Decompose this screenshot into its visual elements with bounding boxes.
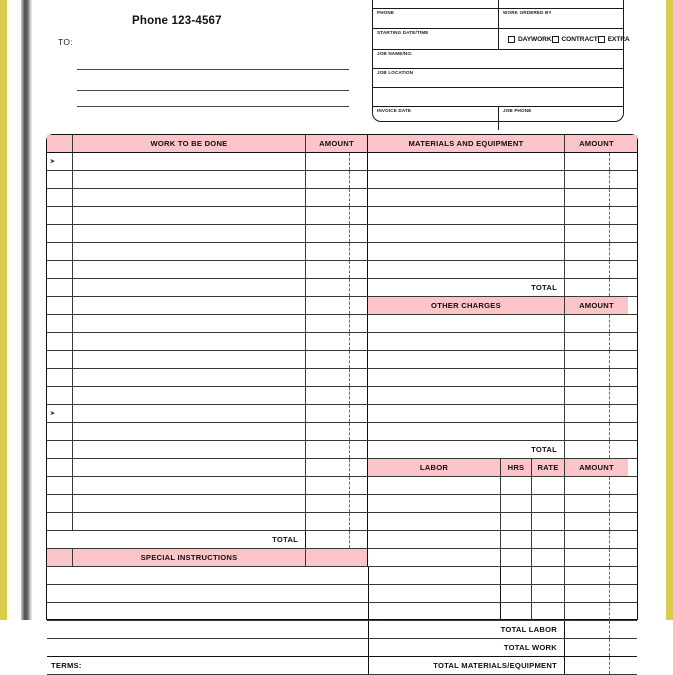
checkbox-icon[interactable] [598, 36, 605, 43]
cents-divider [609, 513, 610, 530]
work-total-value[interactable] [306, 531, 368, 548]
work-cell[interactable] [73, 279, 306, 296]
hrs-cell[interactable] [501, 603, 532, 620]
cents-divider [609, 387, 610, 404]
work-cell[interactable] [73, 207, 306, 224]
labor-amount-cell[interactable] [565, 477, 628, 494]
amount-left-cell[interactable] [306, 369, 368, 386]
labor-cell[interactable] [368, 513, 501, 530]
cents-divider [349, 171, 350, 188]
rate-cell[interactable] [532, 531, 565, 548]
cents-divider [349, 207, 350, 224]
cents-divider [609, 333, 610, 350]
checkbox-contract[interactable] [552, 36, 598, 43]
cents-divider [349, 243, 350, 260]
work-cell[interactable] [73, 351, 306, 368]
materials-equipment-header: MATERIALS AND EQUIPMENT [368, 135, 565, 152]
order-row-job-name [373, 50, 623, 69]
labor-amount-cell[interactable] [565, 549, 628, 566]
table-header-row [47, 135, 637, 153]
amount-right-cell[interactable] [565, 225, 628, 242]
table-row[interactable] [47, 225, 637, 243]
field-label: JOB PHONE [503, 108, 532, 113]
tick-cell[interactable] [47, 477, 73, 494]
checkbox-label: EXTRA [607, 36, 630, 43]
cents-divider [609, 621, 610, 638]
other-charges-header-row [47, 297, 637, 315]
amount-right-cell[interactable] [565, 351, 628, 368]
rate-cell[interactable] [532, 585, 565, 602]
cents-divider [609, 153, 610, 170]
amount-right-cell[interactable] [565, 423, 628, 440]
table-row[interactable] [47, 207, 637, 225]
labor-header: LABOR [368, 459, 501, 476]
total-labor-value[interactable] [565, 621, 628, 638]
materials-cell[interactable] [368, 225, 565, 242]
work-cell[interactable] [73, 171, 306, 188]
table-row[interactable] [47, 513, 637, 531]
amount-left-cell[interactable] [306, 405, 368, 422]
labor-cell[interactable] [368, 531, 501, 548]
materials-total-label: TOTAL [368, 279, 565, 296]
amount-right-cell[interactable] [565, 153, 628, 170]
special-instructions-header-pad [306, 549, 368, 566]
cents-divider [349, 333, 350, 350]
tick-cell[interactable] [47, 207, 73, 224]
tick-cell[interactable] [47, 171, 73, 188]
field-job-name-no[interactable] [373, 50, 623, 68]
materials-cell[interactable] [368, 189, 565, 206]
rate-cell[interactable] [532, 477, 565, 494]
table-row[interactable] [47, 189, 637, 207]
table-row[interactable] [47, 351, 637, 369]
other-charges-cell[interactable] [368, 405, 565, 422]
work-cell[interactable] [73, 225, 306, 242]
other-charges-amount-header: AMOUNT [565, 297, 628, 314]
amount-left-cell[interactable] [306, 207, 368, 224]
to-address-line-3[interactable] [77, 106, 349, 107]
field-label: INVOICE DATE [377, 108, 412, 113]
table-row[interactable] [47, 171, 637, 189]
rate-header: RATE [532, 459, 565, 476]
cents-divider [609, 477, 610, 494]
labor-cell[interactable] [368, 567, 501, 584]
hrs-cell[interactable] [501, 495, 532, 512]
amount-left-cell[interactable] [306, 153, 368, 170]
amount-right-header: AMOUNT [579, 139, 614, 148]
special-instructions-row[interactable] [47, 603, 637, 621]
order-row-invoice [373, 107, 623, 130]
amount-left-cell[interactable] [306, 297, 368, 314]
labor-cell[interactable] [368, 495, 501, 512]
cents-divider [349, 405, 350, 422]
labor-cell[interactable] [368, 477, 501, 494]
amount-left-cell[interactable] [306, 333, 368, 350]
amount-left-cell[interactable] [306, 189, 368, 206]
to-address-line-1[interactable] [77, 69, 349, 70]
table-row[interactable] [47, 405, 637, 423]
amount-left-cell[interactable] [306, 351, 368, 368]
cents-divider [609, 531, 610, 548]
checkbox-icon[interactable] [508, 36, 515, 43]
materials-total-value[interactable] [565, 279, 628, 296]
checkbox-label: CONTRACT [561, 36, 598, 43]
rate-cell[interactable] [532, 495, 565, 512]
special-instructions-line[interactable] [47, 585, 368, 602]
amount-left-cell[interactable] [306, 477, 368, 494]
special-instructions-header-row [47, 549, 637, 567]
order-row-starting-date [373, 29, 630, 50]
work-type-checkbox-group [498, 29, 630, 49]
materials-cell[interactable] [368, 207, 565, 224]
cents-divider [349, 153, 350, 170]
materials-cell[interactable] [368, 243, 565, 260]
special-instructions-header: SPECIAL INSTRUCTIONS [73, 549, 306, 566]
work-cell[interactable] [73, 333, 306, 350]
amount-left-cell[interactable] [306, 171, 368, 188]
tick-cell[interactable] [47, 153, 73, 170]
amount-left-cell[interactable] [306, 495, 368, 512]
labor-amount-header: AMOUNT [565, 459, 628, 476]
cents-divider [609, 279, 610, 296]
table-row[interactable] [47, 369, 637, 387]
amount-left-cell[interactable] [306, 423, 368, 440]
amount-left-cell[interactable] [306, 315, 368, 332]
cents-divider [349, 459, 350, 476]
other-charges-total-value[interactable] [565, 441, 628, 458]
tick-cell[interactable] [47, 189, 73, 206]
cents-divider [609, 585, 610, 602]
tick-cell[interactable] [47, 225, 73, 242]
cents-divider [609, 369, 610, 386]
checkbox-extra[interactable] [598, 36, 630, 43]
tick-cell[interactable] [47, 387, 73, 404]
work-cell[interactable] [73, 477, 306, 494]
table-row[interactable] [47, 495, 637, 513]
hrs-cell[interactable] [501, 477, 532, 494]
cents-divider [609, 441, 610, 458]
special-instructions-row[interactable] [47, 567, 637, 585]
field-label: WORK ORDERED BY [503, 10, 552, 15]
amount-right-cell[interactable] [565, 387, 628, 404]
work-cell[interactable] [73, 243, 306, 260]
field-phone[interactable] [373, 9, 498, 28]
other-charges-total-row[interactable] [47, 441, 637, 459]
amount-left-cell[interactable] [306, 279, 368, 296]
cents-divider [609, 567, 610, 584]
special-instructions-line[interactable] [47, 639, 368, 656]
order-row-phone [373, 9, 623, 29]
binding-gutter-shadow [21, 0, 32, 620]
total-labor-label: TOTAL LABOR [368, 621, 565, 638]
work-cell[interactable] [73, 423, 306, 440]
tick-cell[interactable] [47, 243, 73, 260]
table-row[interactable] [47, 153, 637, 171]
labor-cell[interactable] [368, 549, 501, 566]
labor-header-row [47, 459, 637, 477]
cents-divider [349, 531, 350, 548]
order-row-date [373, 0, 623, 9]
other-charges-cell[interactable] [368, 315, 565, 332]
hrs-cell[interactable] [501, 531, 532, 548]
cents-divider [609, 549, 610, 566]
table-row[interactable] [47, 423, 637, 441]
cents-divider [609, 315, 610, 332]
special-instructions-line[interactable] [47, 603, 368, 620]
amount-left-cell[interactable] [306, 261, 368, 278]
work-to-be-done-header: WORK TO BE DONE [73, 135, 306, 152]
labor-cell[interactable] [368, 585, 501, 602]
cents-divider [609, 189, 610, 206]
amount-right-cell[interactable] [565, 333, 628, 350]
work-cell[interactable] [73, 513, 306, 530]
cents-divider [609, 405, 610, 422]
labor-amount-cell[interactable] [565, 513, 628, 530]
labor-amount-cell[interactable] [565, 531, 628, 548]
amount-right-cell[interactable] [565, 243, 628, 260]
other-charges-total-label: TOTAL [368, 441, 565, 458]
rate-cell[interactable] [532, 549, 565, 566]
labor-amount-cell[interactable] [565, 495, 628, 512]
hrs-header: HRS [501, 459, 532, 476]
amount-right-cell[interactable] [565, 171, 628, 188]
field-invoice-date[interactable] [373, 107, 498, 130]
field-label: STARTING DATE/TIME [377, 30, 429, 35]
hrs-cell[interactable] [501, 513, 532, 530]
work-cell[interactable] [73, 297, 306, 314]
work-cell[interactable] [73, 315, 306, 332]
tick-cell[interactable] [47, 441, 73, 458]
table-row[interactable] [47, 477, 637, 495]
row-marker-arrow-icon: ➤ [50, 410, 56, 417]
tick-cell[interactable] [47, 261, 73, 278]
amount-right-cell[interactable] [565, 261, 628, 278]
checkbox-label: DAYWORK [518, 36, 552, 43]
tick-column-header [47, 135, 73, 152]
work-order-table [46, 134, 638, 670]
total-materials-equipment-value[interactable] [565, 657, 628, 674]
labor-cell[interactable] [368, 603, 501, 620]
other-charges-cell[interactable] [368, 333, 565, 350]
cents-divider [609, 171, 610, 188]
amount-left-cell[interactable] [306, 225, 368, 242]
labor-amount-cell[interactable] [565, 585, 628, 602]
amount-right-cell[interactable] [565, 315, 628, 332]
other-charges-header: OTHER CHARGES [368, 297, 565, 314]
total-materials-equipment-label: TOTAL MATERIALS/EQUIPMENT [368, 657, 565, 674]
amount-left-cell[interactable] [306, 441, 368, 458]
form-page [32, 0, 666, 670]
tick-cell[interactable] [47, 369, 73, 386]
amount-right-cell[interactable] [565, 207, 628, 224]
cents-divider [349, 477, 350, 494]
field-label: PHONE [377, 10, 395, 15]
cents-divider [609, 207, 610, 224]
amount-right-cell[interactable] [565, 369, 628, 386]
tick-cell[interactable] [47, 333, 73, 350]
hrs-cell[interactable] [501, 567, 532, 584]
order-row-job-location [373, 69, 623, 88]
cents-divider [609, 657, 610, 674]
total-work-value[interactable] [565, 639, 628, 656]
special-instructions-line[interactable] [47, 621, 368, 638]
field-job-phone[interactable] [498, 107, 623, 130]
tick-cell[interactable] [47, 279, 73, 296]
work-cell[interactable] [73, 189, 306, 206]
work-cell[interactable] [73, 153, 306, 170]
work-cell[interactable] [73, 405, 306, 422]
field-starting-date-time[interactable] [373, 29, 498, 49]
special-instructions-row[interactable] [47, 585, 637, 603]
table-row[interactable] [47, 243, 637, 261]
rate-cell[interactable] [532, 567, 565, 584]
tick-cell[interactable] [47, 405, 73, 422]
materials-cell[interactable] [368, 261, 565, 278]
work-total-label: TOTAL [73, 531, 306, 548]
amount-right-cell[interactable] [565, 405, 628, 422]
table-row[interactable] [47, 261, 637, 279]
field-label: JOB NAME/NO. [377, 51, 413, 56]
cents-divider [349, 189, 350, 206]
tick-cell[interactable] [47, 315, 73, 332]
tick-cell[interactable] [47, 351, 73, 368]
field-job-location-continued[interactable] [373, 88, 623, 106]
left-yellow-border [0, 0, 7, 620]
field-job-location[interactable] [373, 69, 623, 87]
left-white-margin [7, 0, 22, 620]
tick-cell[interactable] [47, 513, 73, 530]
amount-left-cell[interactable] [306, 459, 368, 476]
amount-left-cell[interactable] [306, 243, 368, 260]
field-order-taken-by[interactable] [498, 0, 623, 8]
cents-divider [609, 351, 610, 368]
to-label: TO: [58, 37, 73, 47]
other-charges-cell[interactable] [368, 387, 565, 404]
cents-divider [349, 225, 350, 242]
other-charges-cell[interactable] [368, 351, 565, 368]
work-cell[interactable] [73, 495, 306, 512]
right-yellow-border [665, 0, 673, 620]
cents-divider [609, 495, 610, 512]
labor-amount-cell[interactable] [565, 567, 628, 584]
field-date-of-order[interactable] [373, 0, 498, 8]
checkbox-daywork[interactable] [508, 36, 552, 43]
cents-divider [349, 369, 350, 386]
work-cell[interactable] [73, 387, 306, 404]
work-cell[interactable] [73, 369, 306, 386]
checkbox-icon[interactable] [552, 36, 559, 43]
cents-divider [349, 495, 350, 512]
cents-divider [609, 639, 610, 656]
work-cell[interactable] [73, 459, 306, 476]
cents-divider [349, 387, 350, 404]
rate-cell[interactable] [532, 603, 565, 620]
total-work-row[interactable] [47, 639, 637, 657]
labor-amount-cell[interactable] [565, 603, 628, 620]
field-work-ordered-by[interactable] [498, 9, 623, 28]
total-work-label: TOTAL WORK [368, 639, 565, 656]
cents-divider [609, 243, 610, 260]
other-charges-cell[interactable] [368, 369, 565, 386]
amount-right-cell[interactable] [565, 189, 628, 206]
total-labor-row[interactable] [47, 621, 637, 639]
hrs-cell[interactable] [501, 585, 532, 602]
field-label: JOB LOCATION [377, 70, 414, 75]
hrs-cell[interactable] [501, 549, 532, 566]
cents-divider [349, 315, 350, 332]
cents-divider [609, 423, 610, 440]
materials-total-row[interactable] [47, 279, 637, 297]
work-total-row[interactable] [47, 531, 637, 549]
cents-divider [349, 423, 350, 440]
cents-divider [609, 261, 610, 278]
table-row[interactable] [47, 315, 637, 333]
cents-divider [349, 513, 350, 530]
special-instructions-line[interactable] [47, 567, 368, 584]
table-row[interactable] [47, 333, 637, 351]
materials-cell[interactable] [368, 153, 565, 170]
tick-cell [47, 549, 73, 566]
cents-divider [349, 351, 350, 368]
work-cell[interactable] [73, 441, 306, 458]
amount-left-header: AMOUNT [306, 135, 368, 152]
to-address-line-2[interactable] [77, 90, 349, 91]
materials-cell[interactable] [368, 171, 565, 188]
tick-cell[interactable] [47, 423, 73, 440]
order-details-box [372, 0, 630, 122]
terms-row[interactable] [47, 657, 637, 675]
tick-cell[interactable] [47, 297, 73, 314]
work-cell[interactable] [73, 261, 306, 278]
tick-cell[interactable] [47, 459, 73, 476]
cents-divider [349, 261, 350, 278]
cents-divider [349, 441, 350, 458]
cents-divider [349, 279, 350, 296]
terms-label: TERMS: [51, 661, 82, 670]
other-charges-cell[interactable] [368, 423, 565, 440]
company-phone: Phone 123-4567 [132, 15, 222, 27]
cents-divider [349, 297, 350, 314]
rate-cell[interactable] [532, 513, 565, 530]
cents-divider [609, 225, 610, 242]
tick-cell[interactable] [47, 531, 73, 548]
table-row[interactable] [47, 387, 637, 405]
amount-left-cell[interactable] [306, 513, 368, 530]
form-header-area [32, 0, 666, 128]
row-marker-arrow-icon: ➤ [50, 158, 56, 165]
cents-divider [609, 603, 610, 620]
amount-left-cell[interactable] [306, 387, 368, 404]
order-row-blank [373, 88, 623, 107]
tick-cell[interactable] [47, 495, 73, 512]
